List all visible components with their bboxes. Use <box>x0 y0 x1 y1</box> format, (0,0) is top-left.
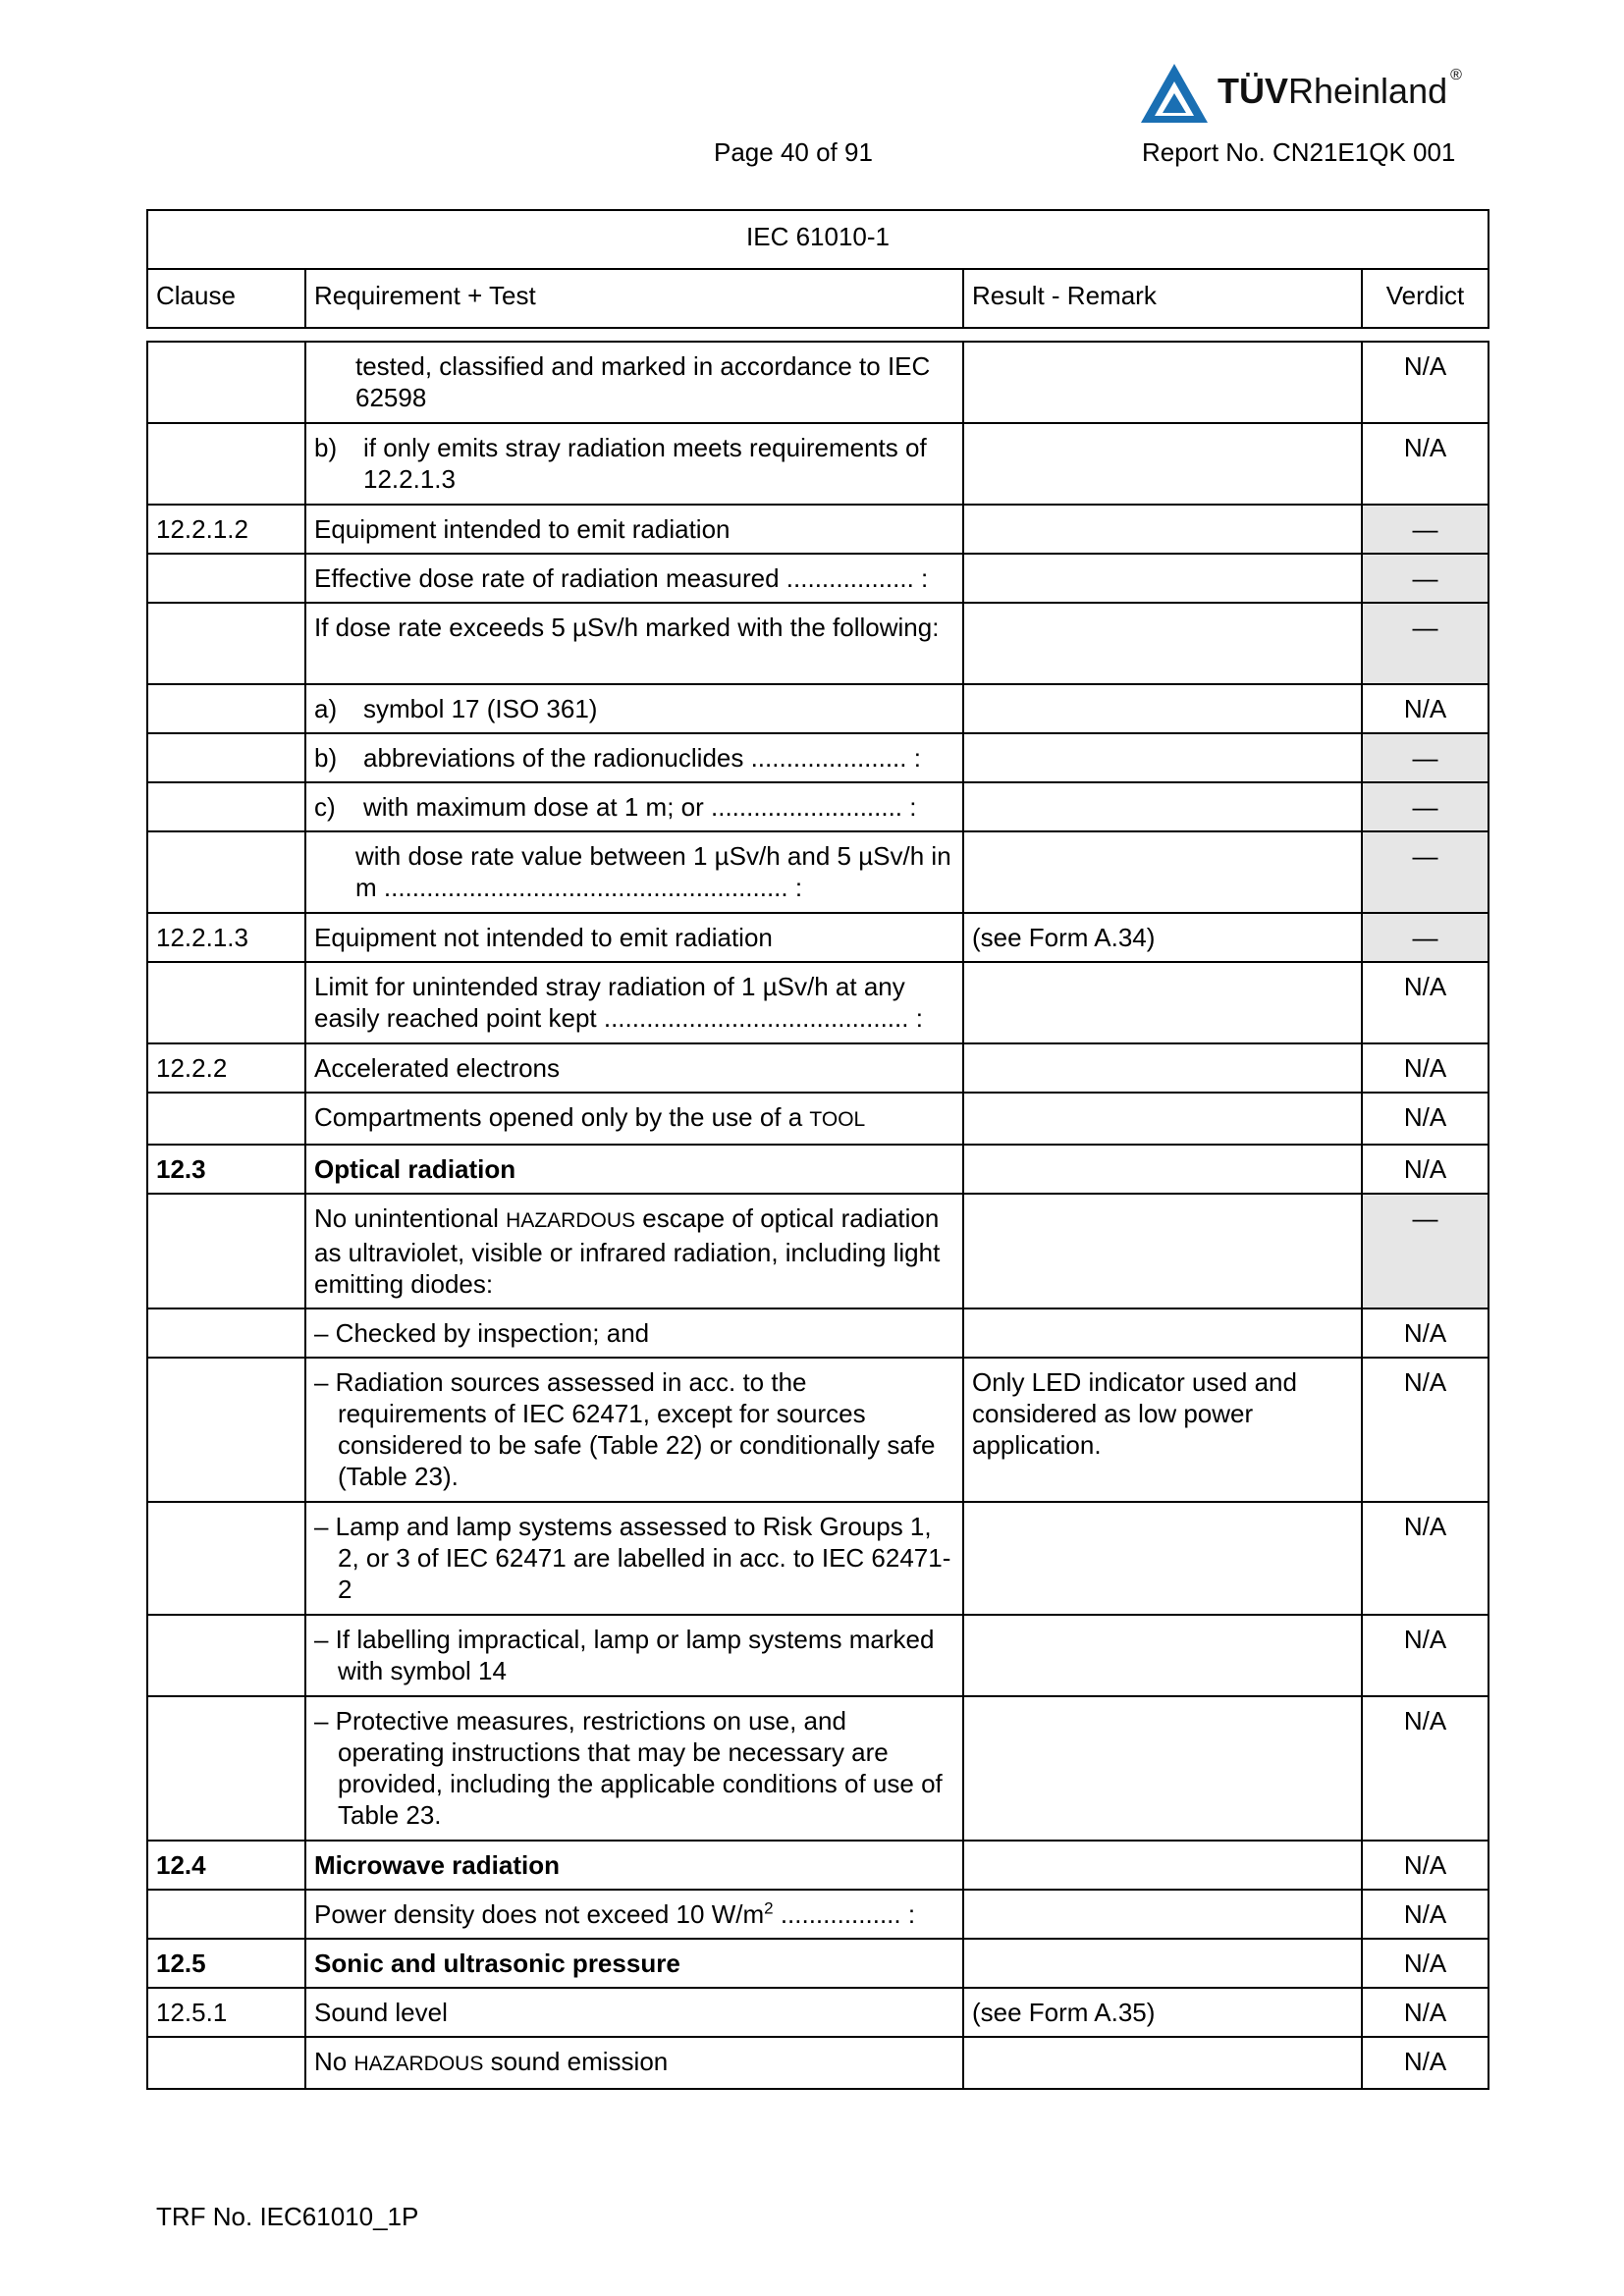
standard-row <box>147 210 1489 269</box>
verdict-cell: N/A <box>1362 1988 1489 2037</box>
clause-cell: 12.2.2 <box>147 1043 305 1093</box>
requirements-table <box>146 341 1489 2090</box>
page-number: Page 40 of 91 <box>714 137 873 167</box>
requirement-cell <box>305 1502 963 1615</box>
clause-cell: 12.3 <box>147 1145 305 1194</box>
remark-cell <box>963 2037 1362 2089</box>
requirement-text: sound emission <box>490 2047 669 2076</box>
verdict-cell: — <box>1362 733 1489 782</box>
clause-cell: 12.2.1.2 <box>147 505 305 554</box>
requirement-cell <box>305 1890 963 1939</box>
table-row <box>147 1043 1489 1093</box>
clause-cell: 12.2.1.3 <box>147 913 305 962</box>
tuv-triangle-logo-icon <box>1139 61 1210 126</box>
clause-cell <box>147 733 305 782</box>
requirement-cell <box>305 733 963 782</box>
verdict-cell: N/A <box>1362 1145 1489 1194</box>
clause-cell <box>147 1615 305 1696</box>
table-row <box>147 1939 1489 1988</box>
table-row <box>147 782 1489 831</box>
clause-cell <box>147 423 305 505</box>
requirement-cell: Effective dose rate of radiation measured .................. : <box>305 554 963 603</box>
item-label: c) <box>314 792 336 822</box>
requirement-text: – Lamp and lamp systems assessed to Risk Groups 1, 2, or 3 of IEC 62471 are labelled in acc. to IEC 62471-2 <box>314 1512 951 1604</box>
table-row <box>147 342 1489 423</box>
requirement-cell <box>305 1308 963 1358</box>
verdict-cell: N/A <box>1362 1890 1489 1939</box>
table-row <box>147 1093 1489 1145</box>
verdict-cell: N/A <box>1362 1043 1489 1093</box>
clause-cell <box>147 1308 305 1358</box>
remark-cell <box>963 1615 1362 1696</box>
remark-cell <box>963 505 1362 554</box>
clause-cell <box>147 2037 305 2089</box>
tuv-rheinland-logo <box>1139 61 1483 130</box>
verdict-cell: N/A <box>1362 423 1489 505</box>
table-row <box>147 1615 1489 1696</box>
requirement-cell: Equipment not intended to emit radiation <box>305 913 963 962</box>
table-row <box>147 1358 1489 1502</box>
verdict-cell: — <box>1362 554 1489 603</box>
clause-cell <box>147 603 305 684</box>
requirement-text: abbreviations of the radionuclides ...................... : <box>363 743 921 773</box>
requirement-cell <box>305 1615 963 1696</box>
verdict-cell: N/A <box>1362 1093 1489 1145</box>
table-row <box>147 423 1489 505</box>
remark-cell <box>963 831 1362 913</box>
remark-cell <box>963 733 1362 782</box>
requirement-cell: Optical radiation <box>305 1145 963 1194</box>
verdict-cell: — <box>1362 782 1489 831</box>
report-number: Report No. CN21E1QK 001 <box>1142 137 1456 167</box>
brand-bold: TÜV <box>1218 71 1288 111</box>
requirement-cell <box>305 2037 963 2089</box>
remark-cell: Only LED indicator used and considered as low power application. <box>963 1358 1362 1502</box>
clause-cell <box>147 1696 305 1841</box>
requirement-cell: Accelerated electrons <box>305 1043 963 1093</box>
remark-cell <box>963 1308 1362 1358</box>
table-row <box>147 1696 1489 1841</box>
requirement-cell: with dose rate value between 1 µSv/h and 5 µSv/h in m ......................................................... : <box>305 831 963 913</box>
table-row <box>147 2037 1489 2089</box>
requirement-cell: tested, classified and marked in accordance to IEC 62598 <box>305 342 963 423</box>
standard-title: IEC 61010-1 <box>147 210 1489 269</box>
clause-cell <box>147 1358 305 1502</box>
table-row <box>147 684 1489 733</box>
table-row <box>147 1145 1489 1194</box>
verdict-cell: — <box>1362 1194 1489 1308</box>
table-row <box>147 962 1489 1043</box>
verdict-cell: N/A <box>1362 962 1489 1043</box>
remark-cell <box>963 554 1362 603</box>
requirement-cell: Equipment intended to emit radiation <box>305 505 963 554</box>
verdict-cell: N/A <box>1362 1841 1489 1890</box>
remark-cell: (see Form A.35) <box>963 1988 1362 2037</box>
requirement-text: Power density does not exceed 10 W/m <box>314 1899 765 1929</box>
clause-cell <box>147 1194 305 1308</box>
requirement-cell <box>305 782 963 831</box>
verdict-cell: — <box>1362 831 1489 913</box>
table-row <box>147 1308 1489 1358</box>
remark-cell <box>963 782 1362 831</box>
requirement-text: – Radiation sources assessed in acc. to the requirements of IEC 62471, except for sources considered to be safe (Table 22) or conditionally safe (Table 23). <box>314 1367 936 1491</box>
requirement-cell: If dose rate exceeds 5 µSv/h marked with the following: <box>305 603 963 684</box>
requirement-cell <box>305 1358 963 1502</box>
requirement-cell <box>305 684 963 733</box>
requirement-cell: Sonic and ultrasonic pressure <box>305 1939 963 1988</box>
requirement-text: escape of optical radiation as ultraviolet, visible or infrared radiation, including light emitting diodes: <box>314 1203 941 1299</box>
table-header <box>146 209 1489 329</box>
column-header-verdict: Verdict <box>1362 269 1489 328</box>
requirement-cell: Limit for unintended stray radiation of 1 µSv/h at any easily reached point kept ........................................... : <box>305 962 963 1043</box>
verdict-cell: — <box>1362 603 1489 684</box>
table-row <box>147 733 1489 782</box>
remark-cell <box>963 1890 1362 1939</box>
remark-cell <box>963 1841 1362 1890</box>
table-row <box>147 603 1489 684</box>
remark-cell <box>963 1043 1362 1093</box>
column-header-clause: Clause <box>147 269 305 328</box>
requirement-text: ................. : <box>773 1899 916 1929</box>
verdict-cell: N/A <box>1362 1358 1489 1502</box>
defined-term: HAZARDOUS <box>353 2053 484 2075</box>
trf-number: TRF No. IEC61010_1P <box>156 2202 419 2231</box>
item-label: b) <box>314 743 338 773</box>
verdict-cell: N/A <box>1362 1696 1489 1841</box>
table-row <box>147 1841 1489 1890</box>
table-row <box>147 831 1489 913</box>
requirement-text: if only emits stray radiation meets requirements of 12.2.1.3 <box>363 433 927 494</box>
requirement-text: symbol 17 (ISO 361) <box>363 694 598 723</box>
clause-cell <box>147 1890 305 1939</box>
verdict-cell: — <box>1362 505 1489 554</box>
remark-cell <box>963 603 1362 684</box>
requirement-cell: Sound level <box>305 1988 963 2037</box>
table-row <box>147 1502 1489 1615</box>
table-row <box>147 1194 1489 1308</box>
remark-cell <box>963 342 1362 423</box>
remark-cell <box>963 1093 1362 1145</box>
column-header-row <box>147 269 1489 328</box>
requirement-cell <box>305 1093 963 1145</box>
item-label: b) <box>314 433 338 462</box>
clause-cell <box>147 684 305 733</box>
requirement-text: – If labelling impractical, lamp or lamp systems marked with symbol 14 <box>314 1625 935 1685</box>
defined-term: HAZARDOUS <box>506 1209 636 1232</box>
remark-cell <box>963 1145 1362 1194</box>
clause-cell <box>147 782 305 831</box>
clause-cell <box>147 1502 305 1615</box>
requirement-text: with maximum dose at 1 m; or ........................... : <box>363 792 917 822</box>
item-label: a) <box>314 694 338 723</box>
table-row <box>147 505 1489 554</box>
remark-cell <box>963 423 1362 505</box>
remark-cell <box>963 1194 1362 1308</box>
remark-cell <box>963 1696 1362 1841</box>
defined-term: TOOL <box>809 1108 866 1131</box>
clause-cell <box>147 831 305 913</box>
clause-cell <box>147 1093 305 1145</box>
requirement-cell <box>305 423 963 505</box>
clause-cell: 12.4 <box>147 1841 305 1890</box>
remark-cell <box>963 1939 1362 1988</box>
requirement-text: No unintentional <box>314 1203 499 1233</box>
superscript: 2 <box>764 1898 774 1918</box>
brand-regular: Rheinland <box>1288 71 1448 111</box>
verdict-cell: N/A <box>1362 1308 1489 1358</box>
clause-cell: 12.5 <box>147 1939 305 1988</box>
remark-cell <box>963 962 1362 1043</box>
table-row <box>147 554 1489 603</box>
verdict-cell: — <box>1362 913 1489 962</box>
verdict-cell: N/A <box>1362 342 1489 423</box>
verdict-cell: N/A <box>1362 2037 1489 2089</box>
requirement-text: – Checked by inspection; and <box>314 1318 650 1348</box>
verdict-cell: N/A <box>1362 1615 1489 1696</box>
registered-mark: ® <box>1450 67 1462 83</box>
table-row <box>147 913 1489 962</box>
remark-cell <box>963 1502 1362 1615</box>
remark-cell: (see Form A.34) <box>963 913 1362 962</box>
requirement-text: Compartments opened only by the use of a <box>314 1102 803 1132</box>
clause-cell <box>147 554 305 603</box>
column-header-remark: Result - Remark <box>963 269 1362 328</box>
clause-cell <box>147 342 305 423</box>
requirement-text: No <box>314 2047 348 2076</box>
remark-cell <box>963 684 1362 733</box>
column-header-requirement: Requirement + Test <box>305 269 963 328</box>
table-row <box>147 1988 1489 2037</box>
verdict-cell: N/A <box>1362 684 1489 733</box>
table-row <box>147 1890 1489 1939</box>
requirement-text: – Protective measures, restrictions on use, and operating instructions that may be necessary are provided, including the applicable conditions of use of Table 23. <box>314 1706 943 1830</box>
verdict-cell: N/A <box>1362 1502 1489 1615</box>
clause-cell: 12.5.1 <box>147 1988 305 2037</box>
requirement-cell <box>305 1696 963 1841</box>
clause-cell <box>147 962 305 1043</box>
requirement-cell <box>305 1194 963 1308</box>
requirement-cell: Microwave radiation <box>305 1841 963 1890</box>
verdict-cell: N/A <box>1362 1939 1489 1988</box>
brand-wordmark <box>1218 67 1462 112</box>
